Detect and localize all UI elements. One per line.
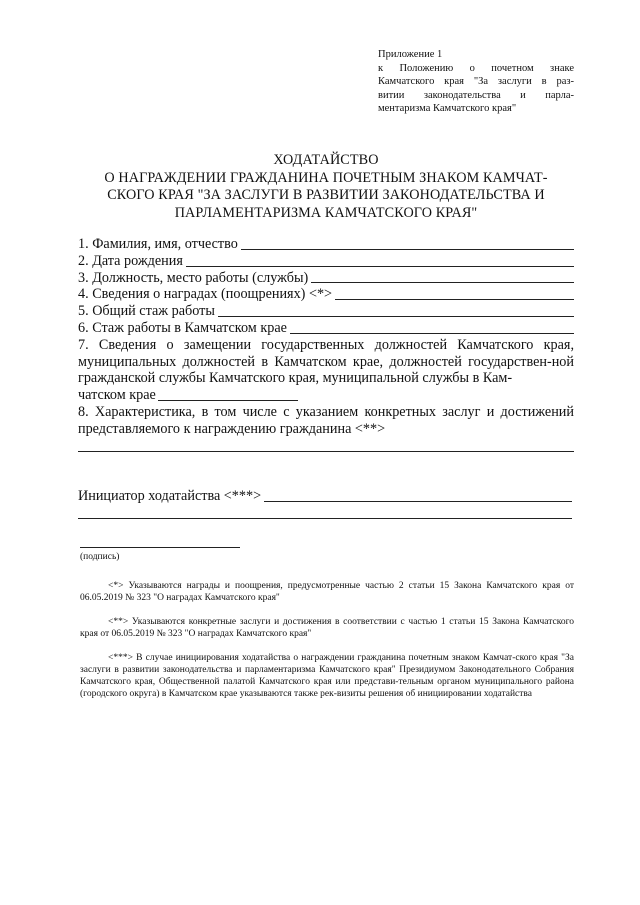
field-label-end: чатском крае bbox=[78, 387, 156, 404]
field-label: 1. Фамилия, имя, отчество bbox=[78, 236, 238, 252]
field-characteristics bbox=[78, 404, 574, 438]
signature-line[interactable] bbox=[80, 546, 240, 548]
field-label: 8. Характеристика, в том числе с указанием конкретных заслуг и достижений представляемого к награждению гражданина <**> bbox=[78, 403, 574, 437]
field-label: 4. Сведения о наградах (поощрениях) <*> bbox=[78, 286, 333, 303]
field-positions-held bbox=[78, 337, 574, 404]
field-position bbox=[78, 270, 574, 287]
footnote-1: <*> Указываются награды и поощрения, предусмотренные частью 2 статьи 15 Закона Камчатского края от 06.05.2019 № 323 "О наградах Камчатского края" bbox=[80, 581, 574, 603]
title-line: О НАГРАЖДЕНИИ ГРАЖДАНИНА ПОЧЕТНЫМ ЗНАКОМ КАМЧАТ- bbox=[104, 169, 548, 186]
footnote-3: <***> В случае инициирования ходатайства о награждении гражданина почетным знаком Камчат-ского края "За заслуги в развитии законодательства и парламентаризма Камчатского края" Президиумом Законодательного Собрания Камчатского края, Общественной палатой Камчатского края или представи-тельным органом муниципального района (городского округа) в Камчатском крае указываются также рек-визиты решения об инициировании ходатайства bbox=[80, 653, 574, 699]
field-label: Инициатор ходатайства <***> bbox=[78, 488, 262, 504]
signature-block bbox=[80, 546, 240, 562]
footnotes bbox=[80, 580, 574, 712]
appendix-line: витии законодательства и парла- bbox=[378, 89, 574, 101]
title-line: ПАРЛАМЕНТАРИЗМА КАМЧАТСКОГО КРАЯ" bbox=[174, 204, 478, 221]
appendix-line: к Положению о почетном знаке bbox=[378, 62, 574, 74]
field-awards bbox=[78, 286, 574, 303]
document-title bbox=[76, 152, 576, 222]
appendix-line: ментаризма Камчатского края" bbox=[378, 103, 517, 114]
awards-input-line[interactable] bbox=[335, 298, 574, 300]
field-label: 5. Общий стаж работы bbox=[78, 303, 215, 320]
initiator-block bbox=[78, 488, 572, 519]
field-total-experience bbox=[78, 303, 574, 320]
characteristics-input-line[interactable] bbox=[78, 450, 574, 452]
title-line: СКОГО КРАЯ "ЗА ЗАСЛУГИ В РАЗВИТИИ ЗАКОНОДАТЕЛЬСТВА И bbox=[107, 187, 545, 203]
form-fields bbox=[78, 236, 574, 452]
footnote-2: <**> Указываются конкретные заслуги и достижения в соответствии с частью 1 статьи 15 Закона Камчатского края от 06.05.2019 № 323 "О наградах Камчатского края" bbox=[80, 617, 574, 639]
signature-caption: (подпись) bbox=[80, 552, 120, 562]
field-kamchatka-experience bbox=[78, 320, 574, 337]
birth-date-input-line[interactable] bbox=[186, 265, 574, 267]
position-input-line[interactable] bbox=[311, 281, 574, 283]
field-label: 3. Должность, место работы (службы) bbox=[78, 269, 309, 286]
kamchatka-experience-input-line[interactable] bbox=[290, 332, 574, 334]
field-label: 6. Стаж работы в Камчатском крае bbox=[78, 319, 287, 336]
field-full-name bbox=[78, 236, 574, 253]
title-heading: ХОДАТАЙСТВО bbox=[273, 152, 379, 168]
initiator-input-line[interactable] bbox=[264, 500, 572, 502]
total-experience-input-line[interactable] bbox=[218, 315, 574, 317]
field-birth-date bbox=[78, 253, 574, 270]
appendix-line: Приложение 1 bbox=[378, 49, 443, 60]
initiator-input-line-2[interactable] bbox=[78, 517, 572, 519]
field-label: 2. Дата рождения bbox=[78, 252, 183, 269]
appendix-note bbox=[378, 48, 574, 116]
appendix-line: Камчатского края "За заслуги в раз- bbox=[378, 76, 574, 87]
field-initiator bbox=[78, 488, 572, 505]
full-name-input-line[interactable] bbox=[241, 248, 574, 250]
field-label: 7. Сведения о замещении государственных должностей Камчатского края, муниципальных должностей в Камчатском крае, должностей государствен-ной гражданской службы Камчатского края, муниципальной службы в Кам- bbox=[78, 336, 574, 387]
positions-held-input-line[interactable] bbox=[158, 400, 298, 401]
